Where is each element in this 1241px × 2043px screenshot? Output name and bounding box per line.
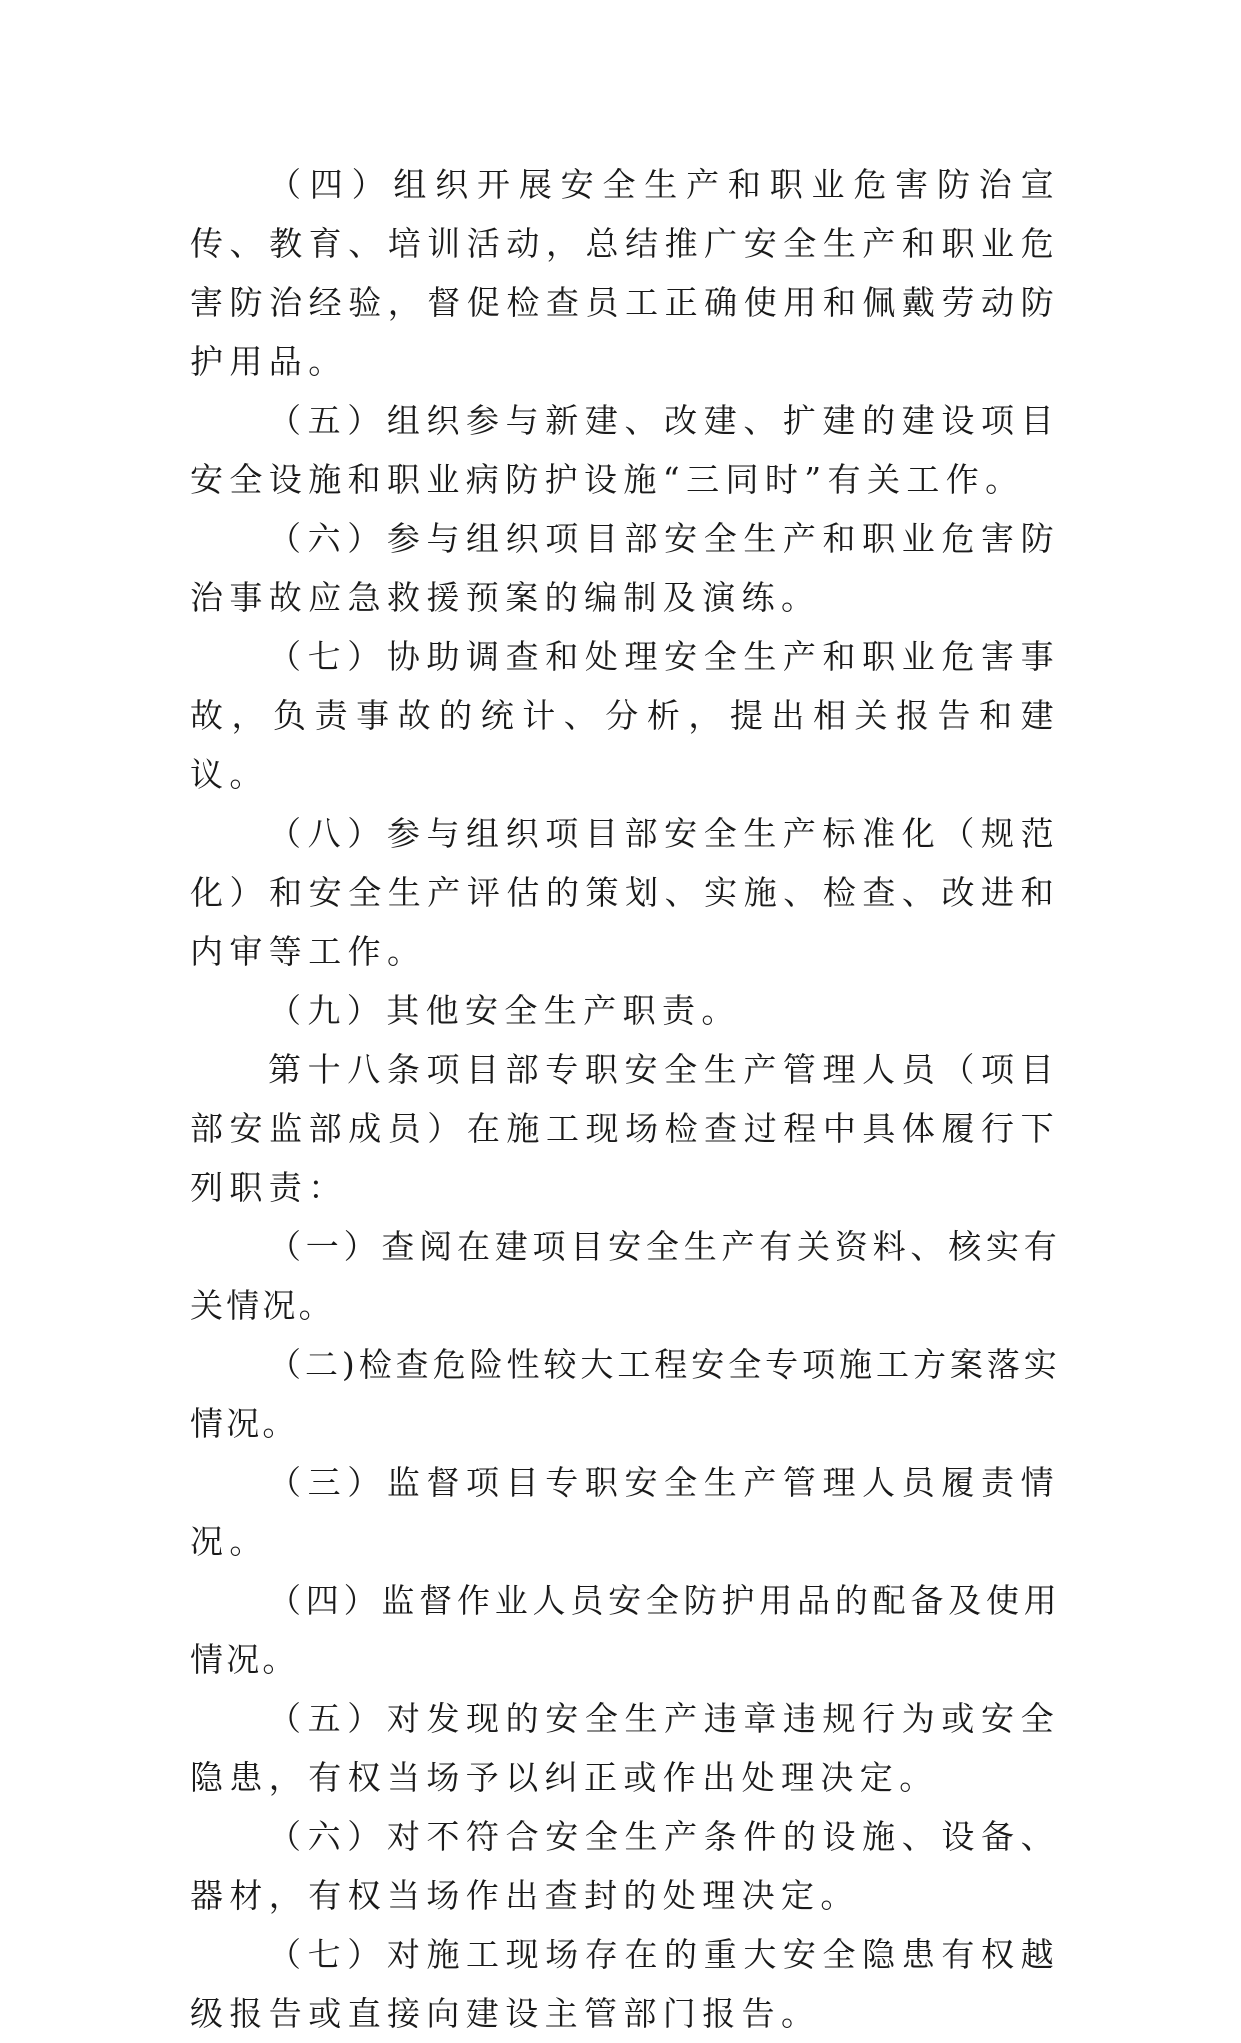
item-3-supervise-staff: （三）监督项目专职安全生产管理人员履责情况。 <box>190 1463 1060 1561</box>
item-1-review-documents: （一）查阅在建项目安全生产有关资料、核实有关情况。 <box>190 1227 1060 1325</box>
item-6-seal-facilities: （六）对不符合安全生产条件的设施、设备、器材，有权当场作出查封的处理决定。 <box>190 1817 1060 1915</box>
paragraph-4-propaganda-training: （四）组织开展安全生产和职业危害防治宣传、教育、培训活动，总结推广安全生产和职业危害防治经验，督促检查员工正确使用和佩戴劳动防护用品。 <box>190 165 1060 381</box>
article-18-heading: 第十八条项目部专职安全生产管理人员（项目部安监部成员）在施工现场检查过程中具体履行下列职责： <box>190 1050 1060 1207</box>
paragraph-7-accident-investigation: （七）协助调查和处理安全生产和职业危害事故，负责事故的统计、分析，提出相关报告和建议。 <box>190 637 1060 794</box>
paragraph-8-standardization: （八）参与组织项目部安全生产标准化（规范化）和安全生产评估的策划、实施、检查、改进和内审等工作。 <box>190 814 1060 971</box>
paragraph-5-three-simultaneous: （五）组织参与新建、改建、扩建的建设项目安全设施和职业病防护设施“三同时”有关工作。 <box>190 401 1060 499</box>
paragraph-9-other-duties: （九）其他安全生产职责。 <box>268 991 741 1030</box>
item-7-report-hazards: （七）对施工现场存在的重大安全隐患有权越级报告或直接向建设主管部门报告。 <box>190 1935 1060 2033</box>
item-2-check-special-plans: （二)检查危险性较大工程安全专项施工方案落实情况。 <box>190 1345 1060 1443</box>
paragraph-6-emergency-plan: （六）参与组织项目部安全生产和职业危害防治事故应急救援预案的编制及演练。 <box>190 519 1060 617</box>
document-body <box>190 155 1060 2043</box>
item-5-correct-violations: （五）对发现的安全生产违章违规行为或安全隐患，有权当场予以纠正或作出处理决定。 <box>190 1699 1060 1797</box>
item-4-protective-equipment: （四）监督作业人员安全防护用品的配备及使用情况。 <box>190 1581 1060 1679</box>
